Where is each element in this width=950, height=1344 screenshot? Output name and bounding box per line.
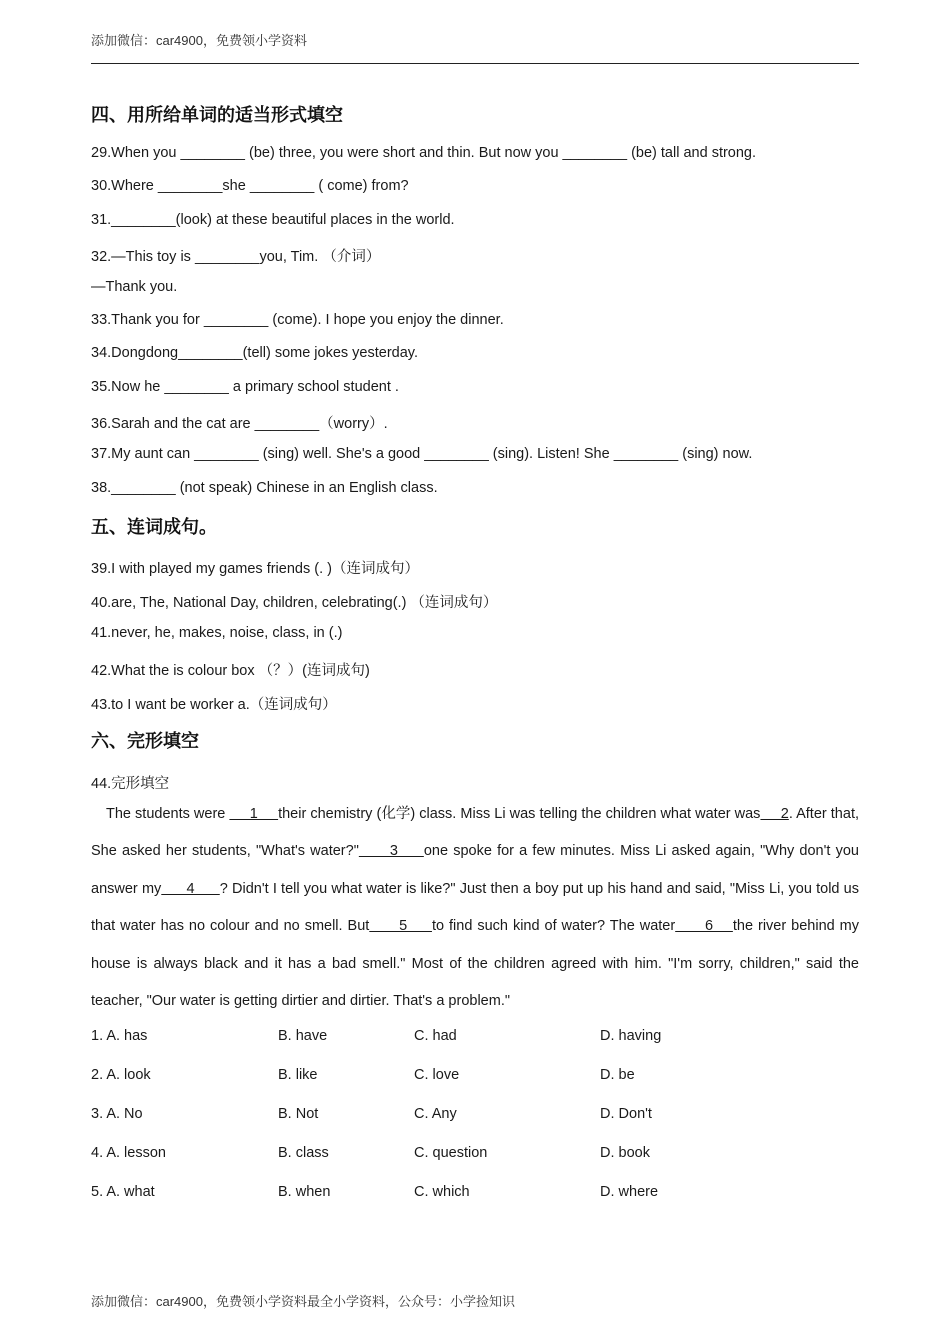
header-divider bbox=[91, 63, 859, 64]
option-c: C. had bbox=[414, 1028, 457, 1044]
blank-4: 4 bbox=[161, 880, 220, 897]
option-row-3 bbox=[91, 1106, 859, 1126]
option-d: D. be bbox=[600, 1067, 635, 1083]
cloze-passage bbox=[91, 796, 859, 1020]
question-41: 41.never, he, makes, noise, class, in (.) bbox=[91, 625, 343, 641]
option-row-5 bbox=[91, 1184, 859, 1204]
option-b: B. when bbox=[278, 1184, 331, 1200]
header-note: 添加微信：car4900，免费领小学资料 bbox=[91, 33, 307, 48]
passage-text: The students were bbox=[106, 806, 230, 822]
passage-text: their chemistry (化学) class. Miss Li was telling the children what water was bbox=[278, 806, 761, 822]
section-title-cloze: 六、完形填空 bbox=[91, 731, 199, 752]
option-b: B. class bbox=[278, 1145, 329, 1161]
question-38: 38.________ (not speak) Chinese in an English class. bbox=[91, 480, 438, 496]
option-b: B. like bbox=[278, 1067, 318, 1083]
option-c: C. love bbox=[414, 1067, 460, 1083]
question-33: 33.Thank you for ________ (come). I hope you enjoy the dinner. bbox=[91, 312, 504, 328]
passage-text: ? Didn't I tell you what water is like?" Just then a boy put up his hand and said, "Miss Li, you told us that water has no colour and no smell. But bbox=[91, 880, 859, 935]
blank-5: 5 bbox=[369, 918, 432, 935]
option-a: 2. A. look bbox=[91, 1067, 151, 1083]
option-c: C. which bbox=[414, 1184, 470, 1200]
option-a: 3. A. No bbox=[91, 1106, 143, 1122]
question-32-reply: —Thank you. bbox=[91, 279, 178, 295]
section-title-fill-in: 四、用所给单词的适当形式填空 bbox=[91, 105, 343, 126]
option-d: D. Don't bbox=[600, 1106, 652, 1122]
option-row-4 bbox=[91, 1145, 859, 1165]
question-37: 37.My aunt can ________ (sing) well. She's a good ________ (sing). Listen! She ________ (sing) now. bbox=[91, 446, 753, 462]
question-39: 39.I with played my games friends (. )（连词成句） bbox=[91, 561, 419, 577]
option-c: C. Any bbox=[414, 1106, 457, 1122]
question-40: 40.are, The, National Day, children, celebrating(.) （连词成句） bbox=[91, 595, 498, 611]
blank-3: 3 bbox=[358, 843, 424, 860]
option-row-1 bbox=[91, 1028, 859, 1048]
passage-text: to find such kind of water? The water bbox=[431, 918, 676, 935]
question-44: 44.完形填空 bbox=[91, 776, 170, 792]
question-29: 29.When you ________ (be) three, you were short and thin. But now you ________ (be) tall and strong. bbox=[91, 145, 757, 161]
option-a: 1. A. has bbox=[91, 1028, 148, 1044]
section-title-sentence-building: 五、连词成句。 bbox=[91, 517, 217, 538]
question-42: 42.What the is colour box （？）(连词成句) bbox=[91, 663, 370, 679]
blank-6: 6 bbox=[675, 918, 733, 935]
question-36: 36.Sarah and the cat are ________（worry）. bbox=[91, 416, 388, 432]
passage-text: one spoke for a few minutes. Miss Li asked again, "Why don't you answer my bbox=[91, 843, 859, 897]
option-b: B. have bbox=[278, 1028, 328, 1044]
question-31: 31.________(look) at these beautiful places in the world. bbox=[91, 212, 455, 228]
option-d: D. where bbox=[600, 1184, 659, 1200]
option-d: D. having bbox=[600, 1028, 662, 1044]
option-a: 4. A. lesson bbox=[91, 1145, 166, 1161]
blank-2: 2 bbox=[760, 806, 789, 822]
question-32: 32.—This toy is ________you, Tim. （介词） bbox=[91, 249, 381, 265]
question-30: 30.Where ________she ________ ( come) from? bbox=[91, 178, 409, 194]
option-b: B. Not bbox=[278, 1106, 319, 1122]
question-34: 34.Dongdong________(tell) some jokes yesterday. bbox=[91, 345, 418, 361]
footer-note: 添加微信：car4900，免费领小学资料最全小学资料，公众号：小学捡知识 bbox=[91, 1294, 515, 1309]
question-43: 43.to I want be worker a.（连词成句） bbox=[91, 697, 337, 713]
option-d: D. book bbox=[600, 1145, 650, 1161]
passage-text: . After that, She asked her students, "What's water?" bbox=[91, 806, 859, 860]
option-c: C. question bbox=[414, 1145, 488, 1161]
question-35: 35.Now he ________ a primary school student . bbox=[91, 379, 399, 395]
option-a: 5. A. what bbox=[91, 1184, 155, 1200]
blank-1: 1 bbox=[229, 806, 279, 822]
passage-text: the river behind my house is always black and it has a bad smell." Most of the children agreed with him. "I'm sorry, children," said the teacher, "Our water is getting dirtier and dirtier. That's a problem." bbox=[91, 918, 859, 1010]
option-row-2 bbox=[91, 1067, 859, 1087]
